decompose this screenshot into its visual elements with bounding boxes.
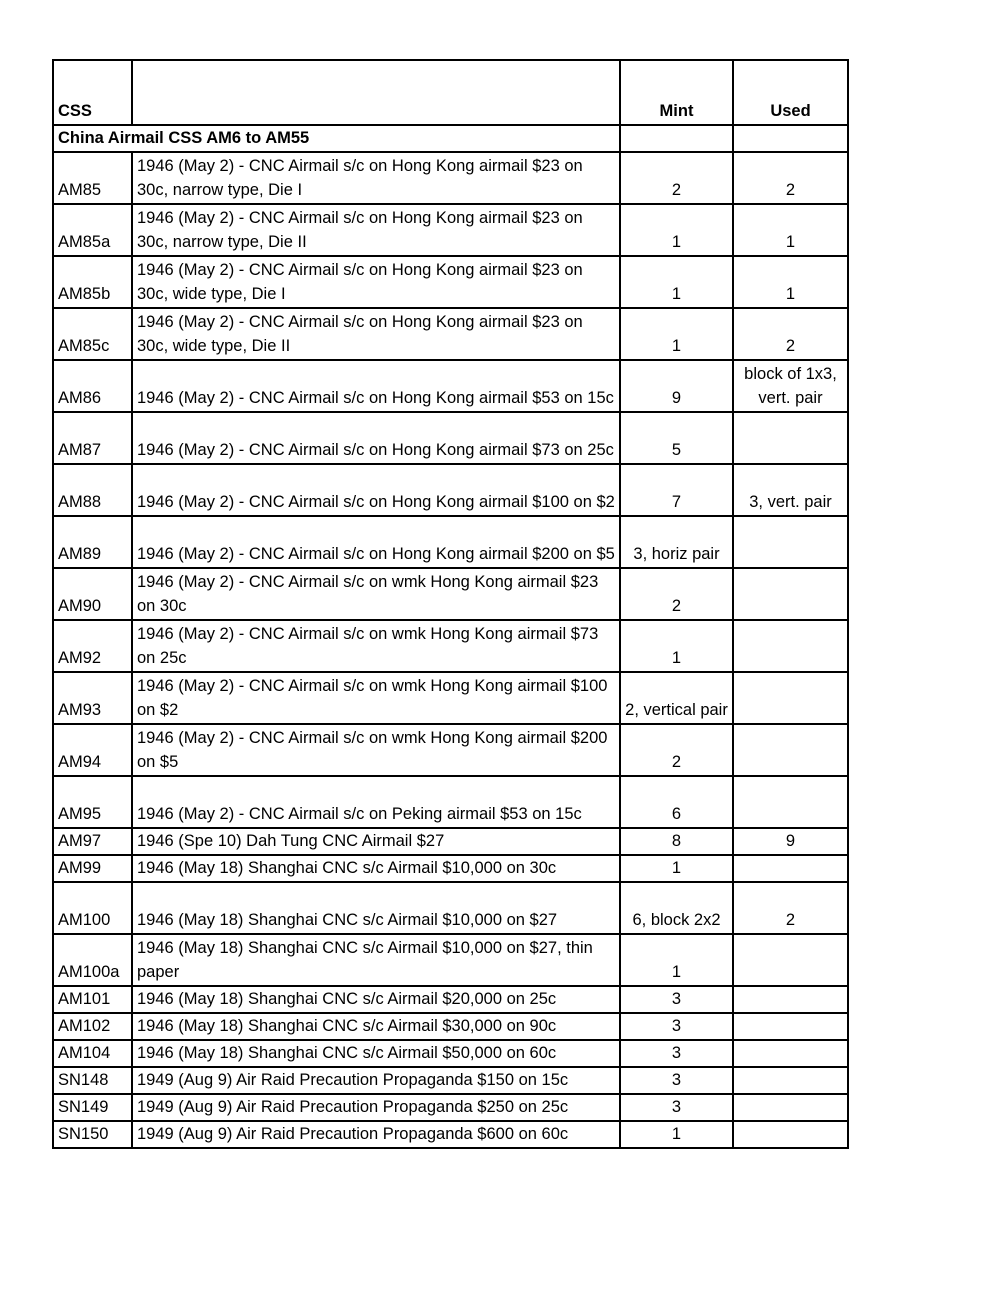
description-cell: 1946 (May 2) - CNC Airmail s/c on Hong Kong airmail $53 on 15c xyxy=(132,360,620,412)
description-cell: 1946 (May 2) - CNC Airmail s/c on wmk Hong Kong airmail $23 on 30c xyxy=(132,568,620,620)
description-cell: 1946 (May 2) - CNC Airmail s/c on Hong Kong airmail $23 on 30c, narrow type, Die II xyxy=(132,204,620,256)
table-row xyxy=(53,308,848,360)
description-cell: 1946 (May 18) Shanghai CNC s/c Airmail $10,000 on 30c xyxy=(132,855,620,882)
css-cell: AM100 xyxy=(53,882,132,934)
section-row xyxy=(53,125,848,152)
css-cell: AM101 xyxy=(53,986,132,1013)
mint-cell: 6, block 2x2 xyxy=(620,882,733,934)
used-cell xyxy=(733,855,848,882)
mint-cell: 5 xyxy=(620,412,733,464)
used-cell: 1 xyxy=(733,256,848,308)
description-cell: 1946 (May 18) Shanghai CNC s/c Airmail $20,000 on 25c xyxy=(132,986,620,1013)
css-cell: AM85b xyxy=(53,256,132,308)
css-cell: AM95 xyxy=(53,776,132,828)
css-cell: AM86 xyxy=(53,360,132,412)
used-cell: block of 1x3, vert. pair xyxy=(733,360,848,412)
description-cell: 1946 (May 2) - CNC Airmail s/c on Hong Kong airmail $23 on 30c, wide type, Die II xyxy=(132,308,620,360)
mint-cell: 2 xyxy=(620,152,733,204)
css-cell: SN148 xyxy=(53,1067,132,1094)
mint-cell: 3 xyxy=(620,1013,733,1040)
description-cell: 1946 (May 2) - CNC Airmail s/c on Hong Kong airmail $73 on 25c xyxy=(132,412,620,464)
css-cell: AM100a xyxy=(53,934,132,986)
description-cell: 1946 (May 2) - CNC Airmail s/c on wmk Hong Kong airmail $200 on $5 xyxy=(132,724,620,776)
table-row xyxy=(53,882,848,934)
table-row xyxy=(53,412,848,464)
used-cell xyxy=(733,672,848,724)
mint-cell: 3 xyxy=(620,1094,733,1121)
description-cell: 1946 (May 18) Shanghai CNC s/c Airmail $50,000 on 60c xyxy=(132,1040,620,1067)
mint-cell: 1 xyxy=(620,256,733,308)
description-cell: 1946 (May 2) - CNC Airmail s/c on wmk Hong Kong airmail $100 on $2 xyxy=(132,672,620,724)
used-cell xyxy=(733,934,848,986)
mint-cell: 3, horiz pair xyxy=(620,516,733,568)
used-cell xyxy=(733,776,848,828)
table-row xyxy=(53,828,848,855)
table-row xyxy=(53,256,848,308)
mint-cell: 1 xyxy=(620,620,733,672)
mint-cell: 9 xyxy=(620,360,733,412)
used-cell: 2 xyxy=(733,152,848,204)
css-cell: AM90 xyxy=(53,568,132,620)
header-description xyxy=(132,60,620,125)
description-cell: 1949 (Aug 9) Air Raid Precaution Propaganda $600 on 60c xyxy=(132,1121,620,1148)
table-row xyxy=(53,204,848,256)
table-row xyxy=(53,776,848,828)
used-cell xyxy=(733,1067,848,1094)
table-row xyxy=(53,1067,848,1094)
table-row xyxy=(53,1094,848,1121)
description-cell: 1946 (May 2) - CNC Airmail s/c on Hong Kong airmail $100 on $2 xyxy=(132,464,620,516)
css-cell: AM97 xyxy=(53,828,132,855)
mint-cell: 3 xyxy=(620,1067,733,1094)
mint-cell: 2 xyxy=(620,724,733,776)
mint-cell: 7 xyxy=(620,464,733,516)
css-cell: AM85 xyxy=(53,152,132,204)
used-cell xyxy=(733,412,848,464)
used-cell xyxy=(733,986,848,1013)
header-used: Used xyxy=(733,60,848,125)
table-row xyxy=(53,1121,848,1148)
description-cell: 1946 (May 18) Shanghai CNC s/c Airmail $10,000 on $27 xyxy=(132,882,620,934)
section-used-cell xyxy=(733,125,848,152)
css-cell: SN150 xyxy=(53,1121,132,1148)
used-cell xyxy=(733,1040,848,1067)
css-cell: AM85c xyxy=(53,308,132,360)
table-row xyxy=(53,464,848,516)
used-cell: 2 xyxy=(733,308,848,360)
used-cell: 3, vert. pair xyxy=(733,464,848,516)
used-cell: 9 xyxy=(733,828,848,855)
mint-cell: 8 xyxy=(620,828,733,855)
mint-cell: 1 xyxy=(620,308,733,360)
mint-cell: 1 xyxy=(620,855,733,882)
header-css: CSS xyxy=(53,60,132,125)
table-body xyxy=(53,60,848,1148)
used-cell xyxy=(733,1121,848,1148)
css-cell: AM104 xyxy=(53,1040,132,1067)
mint-cell: 6 xyxy=(620,776,733,828)
description-cell: 1946 (May 2) - CNC Airmail s/c on Hong Kong airmail $23 on 30c, wide type, Die I xyxy=(132,256,620,308)
used-cell xyxy=(733,724,848,776)
mint-cell: 3 xyxy=(620,1040,733,1067)
css-cell: AM93 xyxy=(53,672,132,724)
description-cell: 1946 (May 2) - CNC Airmail s/c on Hong Kong airmail $200 on $5 xyxy=(132,516,620,568)
table-row xyxy=(53,360,848,412)
used-cell xyxy=(733,1094,848,1121)
table-row xyxy=(53,620,848,672)
table-row xyxy=(53,152,848,204)
mint-cell: 1 xyxy=(620,934,733,986)
mint-cell: 2, vertical pair xyxy=(620,672,733,724)
section-mint-cell xyxy=(620,125,733,152)
description-cell: 1946 (May 18) Shanghai CNC s/c Airmail $10,000 on $27, thin paper xyxy=(132,934,620,986)
description-cell: 1946 (May 2) - CNC Airmail s/c on wmk Hong Kong airmail $73 on 25c xyxy=(132,620,620,672)
mint-cell: 1 xyxy=(620,1121,733,1148)
description-cell: 1946 (May 2) - CNC Airmail s/c on Peking airmail $53 on 15c xyxy=(132,776,620,828)
stamp-inventory-table xyxy=(52,59,849,1149)
table-row xyxy=(53,1040,848,1067)
mint-cell: 2 xyxy=(620,568,733,620)
css-cell: AM94 xyxy=(53,724,132,776)
table-row xyxy=(53,724,848,776)
css-cell: SN149 xyxy=(53,1094,132,1121)
css-cell: AM85a xyxy=(53,204,132,256)
description-cell: 1946 (May 2) - CNC Airmail s/c on Hong Kong airmail $23 on 30c, narrow type, Die I xyxy=(132,152,620,204)
header-row xyxy=(53,60,848,125)
css-cell: AM87 xyxy=(53,412,132,464)
table-row xyxy=(53,855,848,882)
section-title: China Airmail CSS AM6 to AM55 xyxy=(53,125,620,152)
css-cell: AM92 xyxy=(53,620,132,672)
css-cell: AM88 xyxy=(53,464,132,516)
mint-cell: 3 xyxy=(620,986,733,1013)
table-row xyxy=(53,516,848,568)
description-cell: 1949 (Aug 9) Air Raid Precaution Propaganda $150 on 15c xyxy=(132,1067,620,1094)
css-cell: AM102 xyxy=(53,1013,132,1040)
table-row xyxy=(53,568,848,620)
css-cell: AM89 xyxy=(53,516,132,568)
used-cell: 1 xyxy=(733,204,848,256)
table-row xyxy=(53,934,848,986)
used-cell xyxy=(733,620,848,672)
header-mint: Mint xyxy=(620,60,733,125)
mint-cell: 1 xyxy=(620,204,733,256)
used-cell: 2 xyxy=(733,882,848,934)
table-row xyxy=(53,986,848,1013)
table-row xyxy=(53,1013,848,1040)
description-cell: 1946 (May 18) Shanghai CNC s/c Airmail $30,000 on 90c xyxy=(132,1013,620,1040)
table-row xyxy=(53,672,848,724)
description-cell: 1946 (Spe 10) Dah Tung CNC Airmail $27 xyxy=(132,828,620,855)
used-cell xyxy=(733,568,848,620)
used-cell xyxy=(733,1013,848,1040)
used-cell xyxy=(733,516,848,568)
description-cell: 1949 (Aug 9) Air Raid Precaution Propaganda $250 on 25c xyxy=(132,1094,620,1121)
css-cell: AM99 xyxy=(53,855,132,882)
